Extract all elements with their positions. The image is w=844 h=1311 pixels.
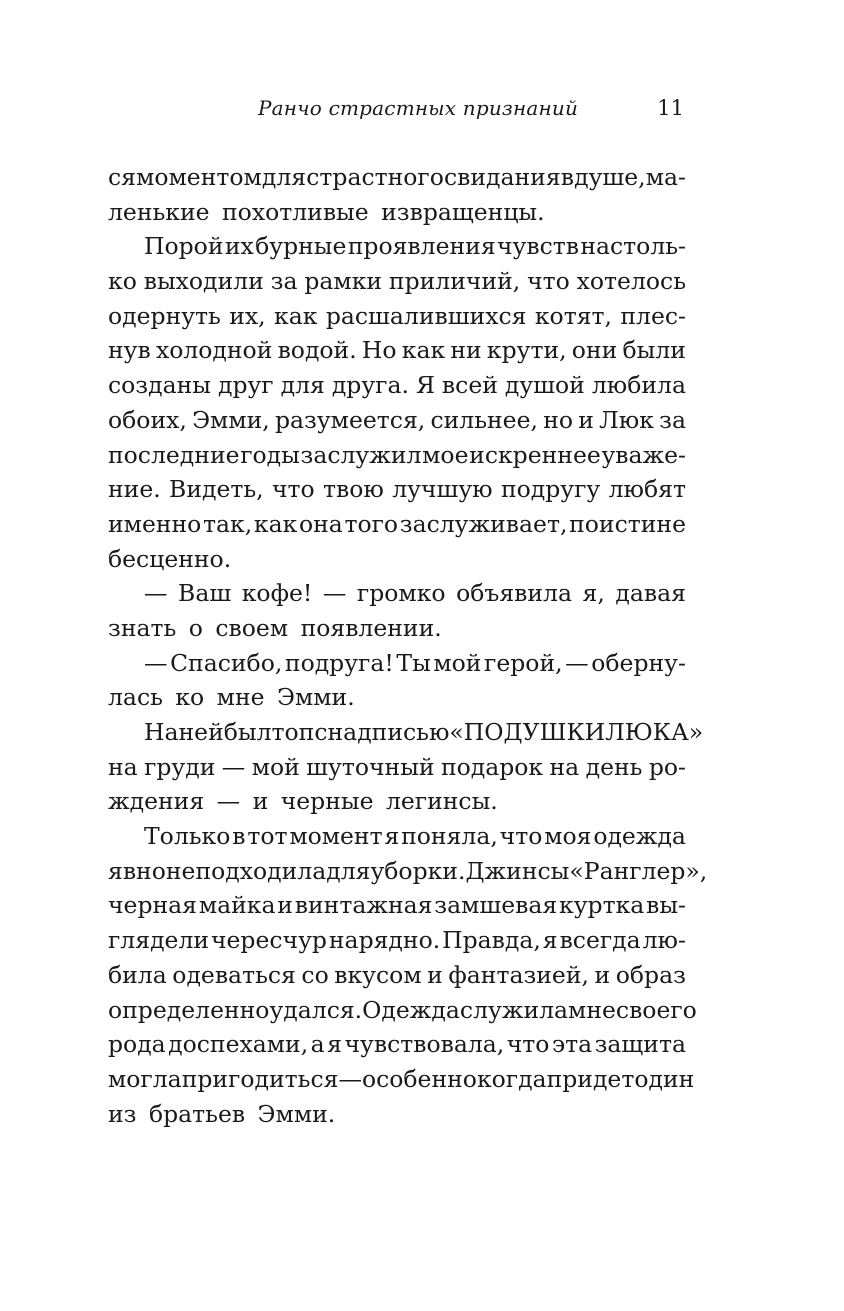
word: разумеется, (274, 405, 426, 434)
text-line: ждения — и черные легинсы. (108, 787, 498, 816)
word: придет (546, 1064, 635, 1093)
word: Эмми, (192, 405, 270, 434)
word: уборки. (370, 856, 466, 885)
word: чувств (497, 232, 579, 261)
word: хотелось (576, 267, 686, 296)
word: одернуть (108, 301, 221, 330)
word: майка (198, 891, 276, 920)
word: ние. (108, 475, 161, 504)
word: винтажная (294, 891, 433, 920)
word: определенно (108, 995, 270, 1024)
word: сильнее, (430, 405, 538, 434)
word: и (578, 405, 594, 434)
word: заслужил (300, 440, 422, 469)
word: — (338, 1064, 362, 1093)
word: объявила (456, 579, 572, 608)
word: рамки (304, 267, 383, 296)
word: того (344, 509, 399, 538)
word: моя (544, 822, 592, 851)
word: в (560, 163, 574, 191)
text-line (108, 888, 686, 923)
word: шуточный (306, 752, 435, 781)
word: одежда (593, 822, 686, 851)
word: кофе! (241, 579, 313, 608)
word: крути, (486, 336, 567, 365)
word: их (224, 232, 254, 261)
text-line (108, 507, 686, 542)
word: как (401, 336, 446, 365)
text-line (108, 819, 686, 854)
word: водой. (277, 336, 357, 365)
word: нув (108, 336, 151, 365)
word: со (301, 960, 329, 989)
text-line (108, 229, 686, 264)
word: и (594, 960, 611, 989)
word: подарок (440, 752, 544, 781)
word: — (322, 579, 347, 608)
word: как (253, 509, 298, 538)
word: свидания (443, 163, 561, 191)
word: доспехами, (168, 1030, 309, 1059)
word: но (543, 405, 574, 434)
word: моментом (136, 163, 262, 191)
word: что (271, 475, 315, 504)
word: Правда, (442, 926, 541, 955)
word: нарядно. (328, 926, 441, 955)
text-line (108, 299, 686, 334)
text-line (108, 576, 686, 611)
word: приличий, (388, 267, 521, 296)
text-line: знать о своем появлении. (108, 613, 442, 642)
text-line (108, 715, 704, 750)
word: груди (144, 752, 216, 781)
word: «ПОДУШКИ (449, 718, 606, 746)
running-title: Ранчо страстных признаний (258, 96, 579, 120)
text-line (108, 993, 697, 1028)
word: — (221, 752, 246, 781)
word: я (327, 1030, 342, 1059)
body-text (108, 160, 708, 1131)
word: холодной (155, 336, 273, 365)
word: проявления (347, 232, 496, 261)
word: были (622, 336, 686, 365)
word: друг (217, 371, 274, 400)
word: заслуживает, (399, 509, 568, 538)
word: ма- (645, 163, 686, 191)
word: любила (591, 371, 686, 400)
word: била (108, 960, 167, 989)
word: Только (144, 822, 231, 851)
word: друга. (331, 371, 409, 400)
word: лучшую (392, 475, 493, 504)
word: и (277, 891, 293, 920)
text-line: ленькие похотливые извращенцы. (108, 197, 545, 226)
word: годы (240, 440, 300, 469)
text-line: лась ко мне Эмми. (108, 683, 355, 712)
text-line (108, 438, 686, 473)
word: подходила (195, 856, 327, 885)
word: образ (615, 960, 686, 989)
word: искреннее (469, 440, 601, 469)
word: для (261, 163, 307, 191)
word: мое (422, 440, 469, 469)
word: именно (108, 509, 202, 538)
word: Спасибо, (170, 648, 283, 677)
text-line: из братьев Эмми. (108, 1099, 336, 1128)
word: в (232, 822, 246, 851)
word: особенно (361, 1064, 477, 1093)
word: за (270, 267, 298, 296)
word: чересчур (210, 926, 327, 955)
word: — (144, 579, 168, 608)
word: мой (251, 752, 300, 781)
word: лю- (642, 926, 686, 955)
word: последние (108, 440, 240, 469)
word: для (280, 371, 325, 400)
running-header (108, 93, 684, 127)
word: с (314, 718, 328, 746)
word: ней (178, 718, 224, 746)
word: я (542, 926, 558, 955)
word: — (565, 648, 589, 677)
word: как (274, 301, 318, 330)
word: Видеть, (169, 475, 264, 504)
word: фантазией, (448, 960, 589, 989)
word: она (298, 509, 343, 538)
word: замшевая (434, 891, 558, 920)
word: котят, (534, 301, 612, 330)
word: вы- (646, 891, 686, 920)
word: я, (582, 579, 605, 608)
page-number: 11 (657, 96, 684, 120)
word: пригодиться (181, 1064, 339, 1093)
text-line (108, 160, 686, 195)
word: расшалившихся (325, 301, 527, 330)
word: мой (433, 648, 482, 677)
word: надписью (327, 718, 450, 746)
word: для (326, 856, 371, 885)
word: и (427, 960, 443, 989)
word: один (634, 1064, 695, 1093)
word: на (549, 752, 580, 781)
word: рода (108, 1030, 166, 1059)
word: а (310, 1030, 325, 1059)
text-line (108, 854, 708, 889)
word: мне (568, 995, 616, 1024)
word: был (223, 718, 272, 746)
word: своего (615, 995, 697, 1024)
word: момент (289, 822, 383, 851)
word: страстного (306, 163, 444, 191)
word: ко (108, 267, 137, 296)
word: вкусом (334, 960, 422, 989)
word: служила (459, 995, 569, 1024)
word: Ваш (178, 579, 232, 608)
word: так, (203, 509, 253, 538)
word: эта (551, 1030, 593, 1059)
word: ся (108, 163, 136, 191)
word: Но (361, 336, 397, 365)
word: поистине (569, 509, 686, 538)
word: что (499, 822, 543, 851)
word: душой (504, 371, 585, 400)
word: явно (108, 856, 166, 885)
word: герой, (484, 648, 563, 677)
text-line (108, 1027, 686, 1062)
word: день (585, 752, 643, 781)
word: подруга! (284, 648, 394, 677)
text-line (108, 1062, 695, 1097)
word: выходили (143, 267, 264, 296)
word: защита (594, 1030, 686, 1059)
text-line (108, 403, 686, 438)
word: черная (108, 891, 197, 920)
text-line (108, 923, 686, 958)
word: твою (323, 475, 384, 504)
text-line (108, 750, 686, 785)
word: что (506, 1030, 550, 1059)
word: я (384, 822, 400, 851)
word: куртка (559, 891, 645, 920)
word: Я (415, 371, 435, 400)
word: поняла, (401, 822, 498, 851)
word: настоль- (580, 232, 686, 261)
word: не (165, 856, 196, 885)
word: ни (450, 336, 482, 365)
word: душе, (574, 163, 646, 191)
word: глядели (108, 926, 210, 955)
word: ЛЮКА» (605, 718, 704, 746)
word: давая (615, 579, 686, 608)
word: громко (356, 579, 446, 608)
word: всей (441, 371, 498, 400)
word: Ты (396, 648, 431, 677)
word: ро- (648, 752, 686, 781)
word: Одежда (362, 995, 460, 1024)
word: они (571, 336, 618, 365)
word: Люк (599, 405, 654, 434)
word: подругу (500, 475, 601, 504)
word: удался. (269, 995, 363, 1024)
text-line (108, 333, 686, 368)
text-line: бесценно. (108, 544, 232, 573)
word: Порой (144, 232, 224, 261)
word: обоих, (108, 405, 187, 434)
text-line (108, 646, 686, 681)
word: их, (229, 301, 266, 330)
word: всегда (559, 926, 641, 955)
word: «Ранглер», (569, 856, 708, 885)
word: — (144, 648, 168, 677)
word: созданы (108, 371, 211, 400)
word: любят (608, 475, 686, 504)
word: когда (476, 1064, 547, 1093)
word: одеваться (172, 960, 296, 989)
word: На (144, 718, 179, 746)
word: оберну- (591, 648, 686, 677)
word: плес- (620, 301, 686, 330)
word: на (108, 752, 138, 781)
word: уваже- (601, 440, 686, 469)
word: топ (271, 718, 315, 746)
word: за (659, 405, 686, 434)
word: Джинсы (465, 856, 570, 885)
word: бурные (255, 232, 347, 261)
text-line (108, 472, 686, 507)
word: что (527, 267, 570, 296)
word: могла (108, 1064, 182, 1093)
word: тот (247, 822, 288, 851)
text-line (108, 958, 686, 993)
word: чувствовала, (344, 1030, 505, 1059)
text-line (108, 368, 686, 403)
text-line (108, 264, 686, 299)
